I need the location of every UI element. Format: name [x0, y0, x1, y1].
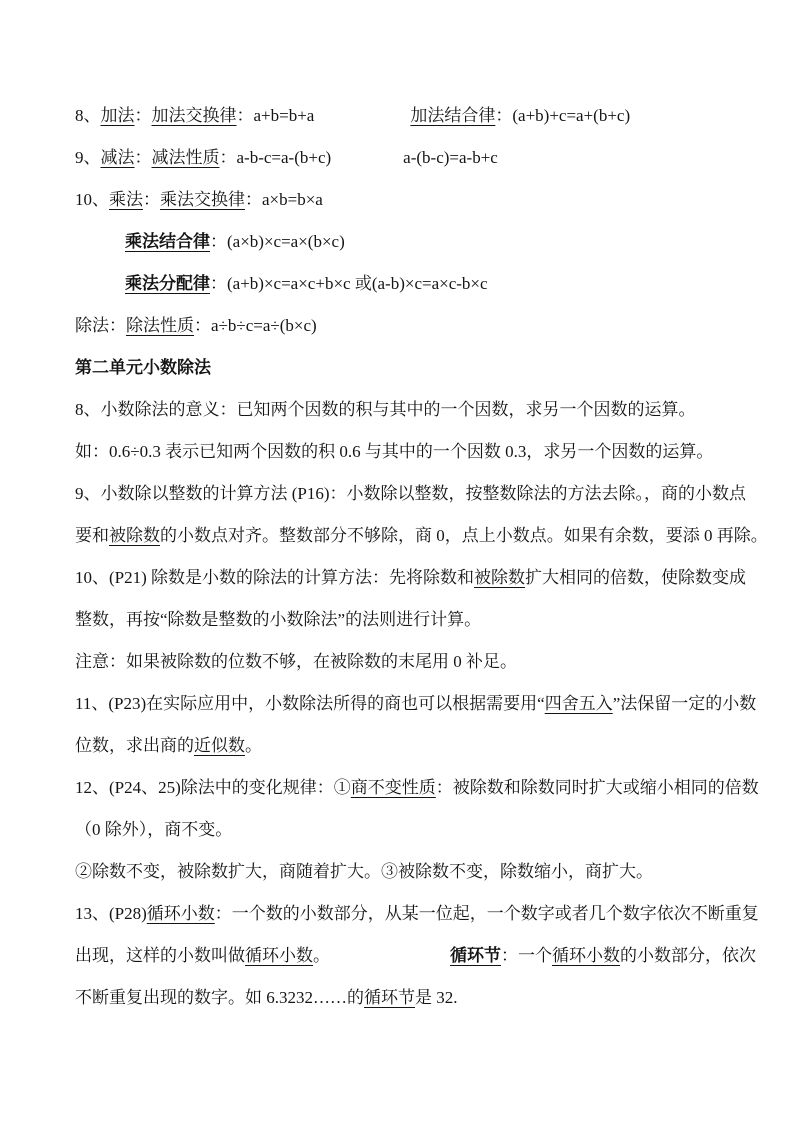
text-run: ： [134, 148, 152, 167]
item-10-line2 [75, 599, 725, 641]
item-11-line2 [75, 725, 725, 767]
item-12-line3 [75, 851, 725, 893]
text-run: (a-b)×c=a×c-b×c [371, 274, 488, 293]
text-run: 12、(P24、25)除法中的变化规律：① [75, 778, 351, 797]
item-9-method-line2 [75, 515, 768, 557]
underlined-term: 乘法分配律 [125, 274, 210, 293]
item-8-example [75, 431, 725, 473]
text-run: 13、(P28) [75, 904, 147, 923]
text-run: 出现，这样的小数叫做 [75, 946, 245, 965]
underlined-term: 被除数 [474, 568, 526, 587]
text-run: 9、 [75, 148, 101, 167]
item-12-line2 [75, 809, 725, 851]
text-run: 的小数点对齐。整数部分不够除，商 0，点上小数点。如果有余数，要添 0 再除。 [160, 526, 768, 545]
text-run: ：a÷b÷c=a÷(b×c) [194, 316, 317, 335]
text-run: 除法： [75, 316, 126, 335]
text-run: （0 除外），商不变。 [75, 820, 233, 839]
text-run: 10、(P21) 除数是小数的除法的计算方法：先将除数和 [75, 568, 475, 587]
text-run: 。 [313, 946, 330, 965]
underlined-term: 四舍五入 [544, 694, 613, 713]
rule-multiplication-distributive [75, 263, 725, 305]
text-run: 位数，求出商的 [75, 736, 194, 755]
underlined-term: 循环节 [450, 946, 501, 965]
underlined-term: 加法 [100, 106, 135, 125]
item-13-line2 [75, 935, 756, 977]
underlined-term: 减法性质 [151, 148, 220, 167]
underlined-term: 加法结合律 [410, 106, 496, 125]
text-run: a-(b-c)=a-b+c [403, 148, 498, 167]
text-run: 8、小数除法的意义：已知两个因数的积与其中的一个因数，求另一个因数的运算。 [75, 400, 696, 419]
text-run: 要和 [75, 526, 109, 545]
text-run: 扩大相同的倍数，使除数变成 [525, 568, 747, 587]
text-run: ：一个 [501, 946, 552, 965]
item-9-method-line1 [75, 473, 747, 515]
text-run: 注意：如果被除数的位数不够，在被除数的末尾用 0 补足。 [75, 652, 517, 671]
text-run: ： [143, 190, 160, 209]
text-run: 第二单元小数除法 [75, 358, 211, 377]
text-run: 不断重复出现的数字。如 6.3232……的 [75, 988, 364, 1007]
text-run: 整数，再按“除数是整数的小数除法”的法则进行计算。 [75, 610, 482, 629]
document-body [75, 95, 768, 1019]
rule-division-property [75, 305, 725, 347]
underlined-term: 商不变性质 [350, 778, 436, 797]
underlined-term: 加法交换律 [151, 106, 237, 125]
underlined-term: 除法性质 [126, 316, 194, 335]
item-13-line1 [75, 893, 759, 935]
rule-multiplication-commutative [75, 179, 725, 221]
text-run: 11、(P23)在实际应用中，小数除法所得的商也可以根据需要用“ [75, 694, 545, 713]
item-10-line1 [75, 557, 747, 599]
text-run: ”法保留一定的小数 [612, 694, 757, 713]
underlined-term: 近似数 [194, 736, 245, 755]
underlined-term: 减法 [100, 148, 135, 167]
text-run: ：(a×b)×c=a×(b×c) [210, 232, 345, 251]
item-13-line3 [75, 977, 725, 1019]
text-run: 或 [354, 274, 372, 293]
text-run: ：(a+b)+c=a+(b+c) [495, 106, 631, 125]
rule-addition [75, 95, 725, 137]
text-run: 如：0.6÷0.3 表示已知两个因数的积 0.6 与其中的一个因数 0.3，求另一个因数的运算。 [75, 442, 714, 461]
text-run: ②除数不变，被除数扩大，商随着扩大。③被除数不变，除数缩小，商扩大。 [75, 862, 653, 881]
text-run: ： [134, 106, 152, 125]
text-run: ：(a+b)×c=a×c+b×c [210, 274, 355, 293]
text-run: 8、 [75, 106, 101, 125]
underlined-term: 乘法交换律 [160, 190, 245, 209]
rule-multiplication-associative [75, 221, 725, 263]
underlined-term: 循环节 [364, 988, 415, 1007]
text-run: ：被除数和除数同时扩大或缩小相同的倍数 [435, 778, 759, 797]
underlined-term: 循环小数 [146, 904, 215, 923]
text-run: ：a-b-c=a-(b+c) [219, 148, 332, 167]
underlined-term: 乘法结合律 [125, 232, 210, 251]
text-run: 是 32. [415, 988, 458, 1007]
underlined-term: 乘法 [109, 190, 143, 209]
text-run: ：a×b=b×a [245, 190, 323, 209]
rule-subtraction [75, 137, 725, 179]
item-12-line1 [75, 767, 759, 809]
text-run: 9、小数除以整数的计算方法 (P16)：小数除以整数，按整数除法的方法去除。，商的小数点 [75, 484, 747, 503]
text-run: ：a+b=b+a [236, 106, 315, 125]
item-11-line1 [75, 683, 757, 725]
item-8-meaning [75, 389, 725, 431]
underlined-term: 循环小数 [245, 946, 313, 965]
text-run: ：一个数的小数部分，从某一位起，一个数字或者几个数字依次不断重复 [214, 904, 759, 923]
item-10-note [75, 641, 725, 683]
text-run: 。 [245, 736, 262, 755]
text-run: 的小数部分，依次 [620, 946, 756, 965]
underlined-term: 循环小数 [552, 946, 620, 965]
section-heading [75, 347, 725, 389]
underlined-term: 被除数 [109, 526, 160, 545]
text-run: 10、 [75, 190, 109, 209]
